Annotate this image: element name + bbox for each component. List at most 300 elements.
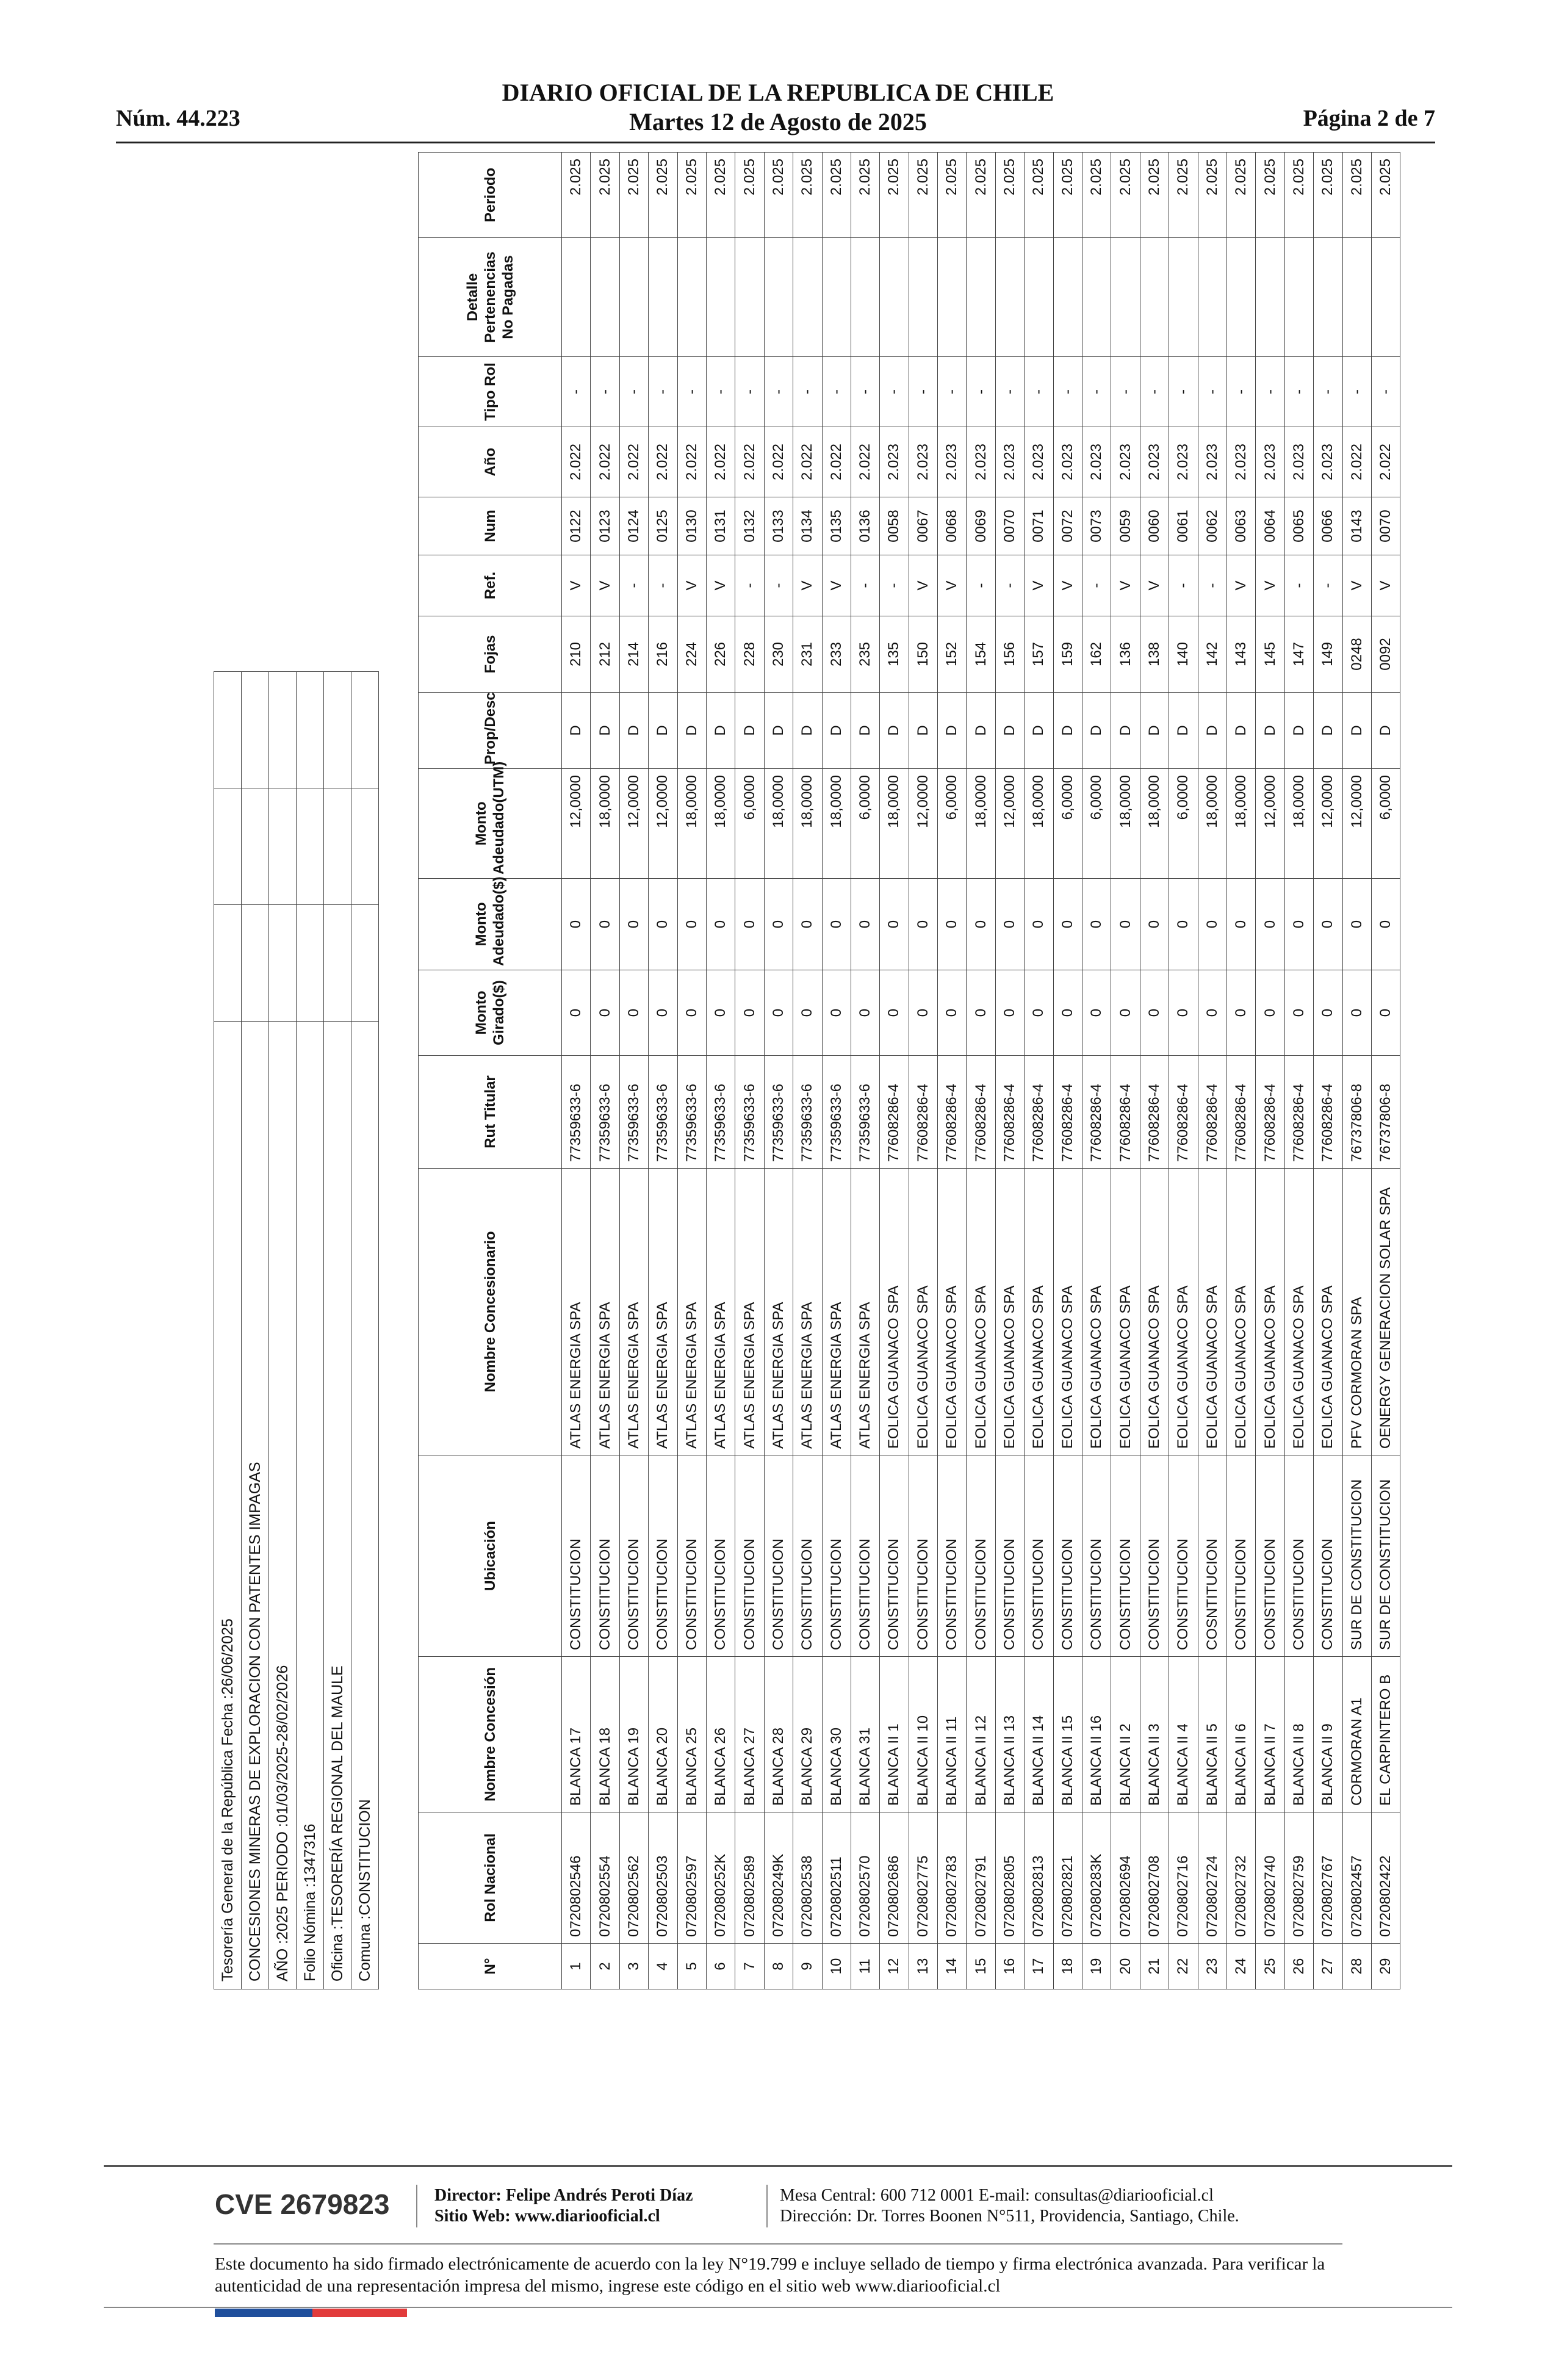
- table-cell: D: [1256, 693, 1284, 769]
- table-cell: -: [1314, 555, 1342, 616]
- signature-notice: Este documento ha sido firmado electrónicamente de acuerdo con la ley N°19.799 e incluye sellado de tiempo y firma electrónica avanzada. Para verificar la autenticidad de una representación impresa del mismo, ingrese este código en el sitio web www.diariooficial.cl: [215, 2254, 1325, 2296]
- table-cell: -: [591, 357, 619, 427]
- table-row: [1342, 153, 1371, 1989]
- info-blank-cell: [269, 672, 297, 788]
- table-cell: 0: [909, 970, 937, 1056]
- table-cell: 0: [1226, 970, 1255, 1056]
- table-cell: 162: [1082, 616, 1111, 693]
- table-cell: D: [764, 693, 793, 769]
- table-cell: 0072: [1053, 497, 1082, 555]
- table-cell: EOLICA GUANACO SPA: [1226, 1169, 1255, 1455]
- table-cell: 0: [619, 879, 648, 970]
- info-blank-cell: [351, 788, 379, 905]
- table-cell: 0: [1256, 970, 1284, 1056]
- table-cell: 0: [619, 970, 648, 1056]
- table-cell: CONSTITUCION: [1256, 1455, 1284, 1657]
- table-cell: 2.022: [591, 427, 619, 497]
- table-cell: 0720802759: [1284, 1812, 1313, 1944]
- table-cell: 143: [1226, 616, 1255, 693]
- table-cell: V: [706, 555, 735, 616]
- table-cell: 2.022: [851, 427, 879, 497]
- table-cell: 77608286-4: [938, 1056, 967, 1169]
- table-cell: [1025, 238, 1053, 357]
- table-row: [1082, 153, 1111, 1989]
- table-cell: 2.025: [880, 153, 909, 238]
- table-cell: 26: [1284, 1944, 1313, 1989]
- table-cell: 2.025: [1371, 153, 1400, 238]
- table-cell: 2.025: [619, 153, 648, 238]
- table-cell: 2.025: [1284, 153, 1313, 238]
- table-cell: -: [967, 357, 995, 427]
- address-line: Dirección: Dr. Torres Boonen N°511, Providencia, Santiago, Chile.: [780, 2207, 1239, 2226]
- table-cell: CONSTITUCION: [619, 1455, 648, 1657]
- table-cell: 18,0000: [1198, 769, 1226, 879]
- issue-number: Núm. 44.223: [116, 106, 240, 131]
- table-cell: -: [1053, 357, 1082, 427]
- table-cell: V: [1111, 555, 1140, 616]
- table-cell: 230: [764, 616, 793, 693]
- table-cell: CONSTITUCION: [793, 1455, 822, 1657]
- table-cell: 149: [1314, 616, 1342, 693]
- table-cell: EOLICA GUANACO SPA: [1284, 1169, 1313, 1455]
- table-cell: ATLAS ENERGIA SPA: [591, 1169, 619, 1455]
- table-cell: CONSTITUCION: [938, 1455, 967, 1657]
- table-cell: 6,0000: [1371, 769, 1400, 879]
- info-blank-cell: [351, 905, 379, 1022]
- column-header: Monto Adeudado($): [419, 879, 562, 970]
- table-cell: 12: [880, 1944, 909, 1989]
- table-cell: 12,0000: [1314, 769, 1342, 879]
- table-cell: [1111, 238, 1140, 357]
- table-cell: [1140, 238, 1169, 357]
- info-text: Tesorería General de la República Fecha :26/06/2025: [214, 1022, 242, 1989]
- table-cell: 25: [1256, 1944, 1284, 1989]
- page-number: Página 2 de 7: [1303, 106, 1435, 131]
- table-cell: -: [735, 555, 764, 616]
- table-cell: 0: [1198, 970, 1226, 1056]
- table-cell: 77359633-6: [706, 1056, 735, 1169]
- table-cell: 2.025: [706, 153, 735, 238]
- table-cell: CONSTITUCION: [967, 1455, 995, 1657]
- column-header: Rol Nacional: [419, 1812, 562, 1944]
- table-cell: 0720802546: [562, 1812, 591, 1944]
- table-cell: [706, 238, 735, 357]
- table-cell: -: [706, 357, 735, 427]
- table-cell: 0065: [1284, 497, 1313, 555]
- table-row: [1198, 153, 1226, 1989]
- table-cell: 0720802805: [995, 1812, 1024, 1944]
- table-cell: -: [764, 555, 793, 616]
- table-cell: BLANCA 30: [822, 1657, 851, 1812]
- table-cell: 0073: [1082, 497, 1111, 555]
- column-header: Fojas: [419, 616, 562, 693]
- table-cell: 152: [938, 616, 967, 693]
- table-cell: CORMORAN A1: [1342, 1657, 1371, 1812]
- table-cell: 0: [706, 970, 735, 1056]
- table-cell: ATLAS ENERGIA SPA: [793, 1169, 822, 1455]
- table-cell: EOLICA GUANACO SPA: [1256, 1169, 1284, 1455]
- table-cell: EOLICA GUANACO SPA: [1314, 1169, 1342, 1455]
- table-cell: EOLICA GUANACO SPA: [995, 1169, 1024, 1455]
- table-cell: -: [1314, 357, 1342, 427]
- column-header: Monto Girado($): [419, 970, 562, 1056]
- table-cell: 0: [880, 970, 909, 1056]
- info-blank-cell: [297, 672, 324, 788]
- table-cell: 0: [591, 970, 619, 1056]
- table-row: [822, 153, 851, 1989]
- table-cell: 0720802562: [619, 1812, 648, 1944]
- info-text: Comuna :CONSTITUCION: [351, 1022, 379, 1989]
- table-cell: [1226, 238, 1255, 357]
- column-header: N°: [419, 1944, 562, 1989]
- table-cell: 12,0000: [909, 769, 937, 879]
- table-cell: D: [1169, 693, 1198, 769]
- info-row: [351, 672, 379, 1989]
- table-cell: -: [909, 357, 937, 427]
- table-cell: D: [851, 693, 879, 769]
- table-cell: BLANCA II 10: [909, 1657, 937, 1812]
- table-row: [851, 153, 879, 1989]
- table-cell: V: [1053, 555, 1082, 616]
- table-cell: -: [1025, 357, 1053, 427]
- table-row: [649, 153, 677, 1989]
- table-cell: 0: [1342, 970, 1371, 1056]
- table-cell: 0720802554: [591, 1812, 619, 1944]
- table-cell: CONSTITUCION: [1226, 1455, 1255, 1657]
- table-cell: 2.025: [967, 153, 995, 238]
- table-cell: BLANCA II 16: [1082, 1657, 1111, 1812]
- table-cell: 77608286-4: [909, 1056, 937, 1169]
- table-cell: -: [1082, 555, 1111, 616]
- table-cell: BLANCA II 1: [880, 1657, 909, 1812]
- table-cell: 0: [1140, 879, 1169, 970]
- table-cell: 2.023: [1226, 427, 1255, 497]
- table-cell: 0: [591, 879, 619, 970]
- table-cell: 2.022: [764, 427, 793, 497]
- table-cell: 0720802686: [880, 1812, 909, 1944]
- table-cell: 0720802457: [1342, 1812, 1371, 1944]
- table-cell: 22: [1169, 1944, 1198, 1989]
- table-cell: EOLICA GUANACO SPA: [1053, 1169, 1082, 1455]
- table-cell: CONSTITUCION: [591, 1455, 619, 1657]
- table-cell: EOLICA GUANACO SPA: [909, 1169, 937, 1455]
- table-cell: 2.022: [1371, 427, 1400, 497]
- table-cell: 0131: [706, 497, 735, 555]
- table-cell: D: [1140, 693, 1169, 769]
- table-cell: -: [649, 357, 677, 427]
- table-cell: 1: [562, 1944, 591, 1989]
- table-cell: 0720802570: [851, 1812, 879, 1944]
- column-header: Detalle Pertenencias No Pagadas: [419, 238, 562, 357]
- table-cell: -: [764, 357, 793, 427]
- table-cell: 0070: [995, 497, 1024, 555]
- table-cell: [851, 238, 879, 357]
- table-cell: -: [1226, 357, 1255, 427]
- table-cell: 0: [1169, 879, 1198, 970]
- cve-code: CVE 2679823: [215, 2188, 390, 2220]
- table-cell: D: [909, 693, 937, 769]
- table-cell: 0720802813: [1025, 1812, 1053, 1944]
- table-cell: 0720802716: [1169, 1812, 1198, 1944]
- table-cell: 2.023: [880, 427, 909, 497]
- table-row: [1025, 153, 1053, 1989]
- table-cell: 0720802740: [1256, 1812, 1284, 1944]
- table-row: [909, 153, 937, 1989]
- table-cell: 2.022: [677, 427, 706, 497]
- table-cell: -: [880, 555, 909, 616]
- table-cell: 0: [1025, 970, 1053, 1056]
- table-cell: 2.023: [1025, 427, 1053, 497]
- table-cell: [1198, 238, 1226, 357]
- info-row: [214, 672, 242, 1989]
- table-cell: 2.025: [1025, 153, 1053, 238]
- table-cell: [735, 238, 764, 357]
- table-cell: -: [562, 357, 591, 427]
- column-header: Nombre Concesión: [419, 1657, 562, 1812]
- table-cell: 12,0000: [1342, 769, 1371, 879]
- table-cell: D: [995, 693, 1024, 769]
- table-cell: 0720802724: [1198, 1812, 1226, 1944]
- table-cell: 226: [706, 616, 735, 693]
- table-cell: ATLAS ENERGIA SPA: [649, 1169, 677, 1455]
- table-cell: 2.025: [851, 153, 879, 238]
- table-cell: 2.025: [1226, 153, 1255, 238]
- table-cell: D: [880, 693, 909, 769]
- table-cell: BLANCA II 12: [967, 1657, 995, 1812]
- table-cell: BLANCA 31: [851, 1657, 879, 1812]
- table-cell: 0: [562, 879, 591, 970]
- table-cell: 233: [822, 616, 851, 693]
- table-cell: D: [1371, 693, 1400, 769]
- table-cell: 2.023: [1284, 427, 1313, 497]
- table-cell: EL CARPINTERO B: [1371, 1657, 1400, 1812]
- table-cell: 0: [1198, 879, 1226, 970]
- table-cell: D: [1082, 693, 1111, 769]
- table-cell: 2.022: [619, 427, 648, 497]
- column-header: Nombre Concesionario: [419, 1169, 562, 1455]
- table-cell: [1342, 238, 1371, 357]
- table-cell: 0: [649, 879, 677, 970]
- info-row: [324, 672, 351, 1989]
- table-cell: 2.025: [562, 153, 591, 238]
- table-cell: 0: [764, 879, 793, 970]
- table-cell: 6,0000: [851, 769, 879, 879]
- table-cell: 18,0000: [677, 769, 706, 879]
- table-cell: BLANCA II 5: [1198, 1657, 1226, 1812]
- table-cell: 2.023: [967, 427, 995, 497]
- table-cell: 228: [735, 616, 764, 693]
- flag-bar-blue: [215, 2309, 312, 2317]
- table-cell: 0: [967, 879, 995, 970]
- table-cell: 0070: [1371, 497, 1400, 555]
- table-cell: 0: [677, 970, 706, 1056]
- table-cell: ATLAS ENERGIA SPA: [822, 1169, 851, 1455]
- table-cell: 0720802783: [938, 1812, 967, 1944]
- table-cell: 16: [995, 1944, 1024, 1989]
- table-cell: 0: [1342, 879, 1371, 970]
- table-cell: [649, 238, 677, 357]
- table-cell: -: [619, 555, 648, 616]
- table-cell: 0062: [1198, 497, 1226, 555]
- table-cell: 0132: [735, 497, 764, 555]
- table-header-row: [419, 153, 562, 1989]
- table-cell: 77359633-6: [822, 1056, 851, 1169]
- table-cell: CONSTITUCION: [649, 1455, 677, 1657]
- table-cell: 0: [995, 970, 1024, 1056]
- table-cell: D: [649, 693, 677, 769]
- info-text: Oficina :TESORERÍA REGIONAL DEL MAULE: [324, 1022, 351, 1989]
- table-cell: D: [677, 693, 706, 769]
- table-cell: 77608286-4: [1111, 1056, 1140, 1169]
- info-box: [214, 671, 379, 1989]
- table-cell: V: [591, 555, 619, 616]
- table-cell: 77608286-4: [1314, 1056, 1342, 1169]
- info-blank-cell: [242, 672, 269, 788]
- table-cell: 142: [1198, 616, 1226, 693]
- table-cell: -: [1198, 357, 1226, 427]
- table-cell: 2.025: [909, 153, 937, 238]
- table-cell: 147: [1284, 616, 1313, 693]
- table-cell: ATLAS ENERGIA SPA: [706, 1169, 735, 1455]
- table-cell: [591, 238, 619, 357]
- table-cell: V: [822, 555, 851, 616]
- table-cell: D: [1025, 693, 1053, 769]
- table-cell: BLANCA 18: [591, 1657, 619, 1812]
- table-row: [1140, 153, 1169, 1989]
- table-cell: 2.025: [793, 153, 822, 238]
- table-cell: V: [1140, 555, 1169, 616]
- table-cell: -: [967, 555, 995, 616]
- table-cell: 0: [1025, 879, 1053, 970]
- table-cell: CONSTITUCION: [1111, 1455, 1140, 1657]
- table-row: [591, 153, 619, 1989]
- table-cell: 12,0000: [649, 769, 677, 879]
- table-cell: 2.025: [938, 153, 967, 238]
- table-cell: -: [995, 555, 1024, 616]
- table-cell: EOLICA GUANACO SPA: [938, 1169, 967, 1455]
- table-cell: 150: [909, 616, 937, 693]
- table-row: [880, 153, 909, 1989]
- table-cell: 2.025: [1140, 153, 1169, 238]
- table-cell: 2.023: [1256, 427, 1284, 497]
- table-row: [1256, 153, 1284, 1989]
- table-cell: 072080252K: [706, 1812, 735, 1944]
- table-cell: D: [1226, 693, 1255, 769]
- table-cell: 0720802775: [909, 1812, 937, 1944]
- table-cell: 6,0000: [1169, 769, 1198, 879]
- table-cell: 0248: [1342, 616, 1371, 693]
- table-cell: 2.025: [1111, 153, 1140, 238]
- table-cell: [1284, 238, 1313, 357]
- table-cell: 0: [677, 879, 706, 970]
- table-cell: 0: [822, 970, 851, 1056]
- flag-bar-red: [312, 2309, 407, 2317]
- table-cell: EOLICA GUANACO SPA: [880, 1169, 909, 1455]
- table-cell: 77359633-6: [793, 1056, 822, 1169]
- table-cell: D: [562, 693, 591, 769]
- table-cell: 072080283K: [1082, 1812, 1111, 1944]
- table-cell: 7: [735, 1944, 764, 1989]
- table-cell: [880, 238, 909, 357]
- info-blank-cell: [269, 905, 297, 1022]
- table-cell: -: [793, 357, 822, 427]
- table-cell: 6: [706, 1944, 735, 1989]
- table-cell: 0: [1169, 970, 1198, 1056]
- table-cell: 0: [938, 879, 967, 970]
- table-cell: 0: [1053, 970, 1082, 1056]
- table-cell: 2.022: [793, 427, 822, 497]
- table-cell: 12,0000: [995, 769, 1024, 879]
- table-cell: CONSTITUCION: [706, 1455, 735, 1657]
- table-cell: 0058: [880, 497, 909, 555]
- table-cell: D: [1053, 693, 1082, 769]
- table-cell: V: [909, 555, 937, 616]
- table-cell: 5: [677, 1944, 706, 1989]
- table-cell: 0720802767: [1314, 1812, 1342, 1944]
- column-header: Num: [419, 497, 562, 555]
- info-blank-cell: [214, 672, 242, 788]
- table-row: [706, 153, 735, 1989]
- table-cell: V: [1025, 555, 1053, 616]
- table-cell: 0133: [764, 497, 793, 555]
- table-cell: -: [1111, 357, 1140, 427]
- table-cell: BLANCA 28: [764, 1657, 793, 1812]
- table-cell: 77608286-4: [967, 1056, 995, 1169]
- table-cell: 0092: [1371, 616, 1400, 693]
- table-cell: 224: [677, 616, 706, 693]
- table-cell: -: [822, 357, 851, 427]
- table-cell: CONSTITUCION: [1082, 1455, 1111, 1657]
- table-cell: BLANCA II 2: [1111, 1657, 1140, 1812]
- table-cell: EOLICA GUANACO SPA: [1169, 1169, 1198, 1455]
- table-cell: CONSTITUCION: [880, 1455, 909, 1657]
- table-cell: BLANCA 25: [677, 1657, 706, 1812]
- table-cell: -: [995, 357, 1024, 427]
- table-row: [1053, 153, 1082, 1989]
- table-cell: [1169, 238, 1198, 357]
- table-cell: 0: [1314, 970, 1342, 1056]
- rotated-table-region: [214, 159, 1394, 1989]
- table-cell: 0: [909, 879, 937, 970]
- table-cell: 2.023: [938, 427, 967, 497]
- table-cell: 77359633-6: [735, 1056, 764, 1169]
- table-cell: 159: [1053, 616, 1082, 693]
- table-cell: 0720802597: [677, 1812, 706, 1944]
- table-cell: V: [1226, 555, 1255, 616]
- table-cell: 0071: [1025, 497, 1053, 555]
- table-cell: 0: [880, 879, 909, 970]
- table-cell: CONSTITUCION: [735, 1455, 764, 1657]
- table-cell: 0134: [793, 497, 822, 555]
- table-cell: 18,0000: [967, 769, 995, 879]
- table-cell: 2.025: [1082, 153, 1111, 238]
- table-cell: 24: [1226, 1944, 1255, 1989]
- table-cell: 0720802708: [1140, 1812, 1169, 1944]
- info-blank-cell: [242, 788, 269, 905]
- table-cell: 156: [995, 616, 1024, 693]
- table-cell: [764, 238, 793, 357]
- table-cell: 0: [1111, 879, 1140, 970]
- website-line: Sitio Web: www.diariooficial.cl: [434, 2207, 660, 2226]
- table-cell: 210: [562, 616, 591, 693]
- header-divider: [116, 142, 1435, 143]
- table-row: [1314, 153, 1342, 1989]
- table-row: [967, 153, 995, 1989]
- table-cell: BLANCA II 7: [1256, 1657, 1284, 1812]
- table-cell: 2.022: [1342, 427, 1371, 497]
- footer-separator: [416, 2185, 417, 2227]
- table-cell: 0: [1111, 970, 1140, 1056]
